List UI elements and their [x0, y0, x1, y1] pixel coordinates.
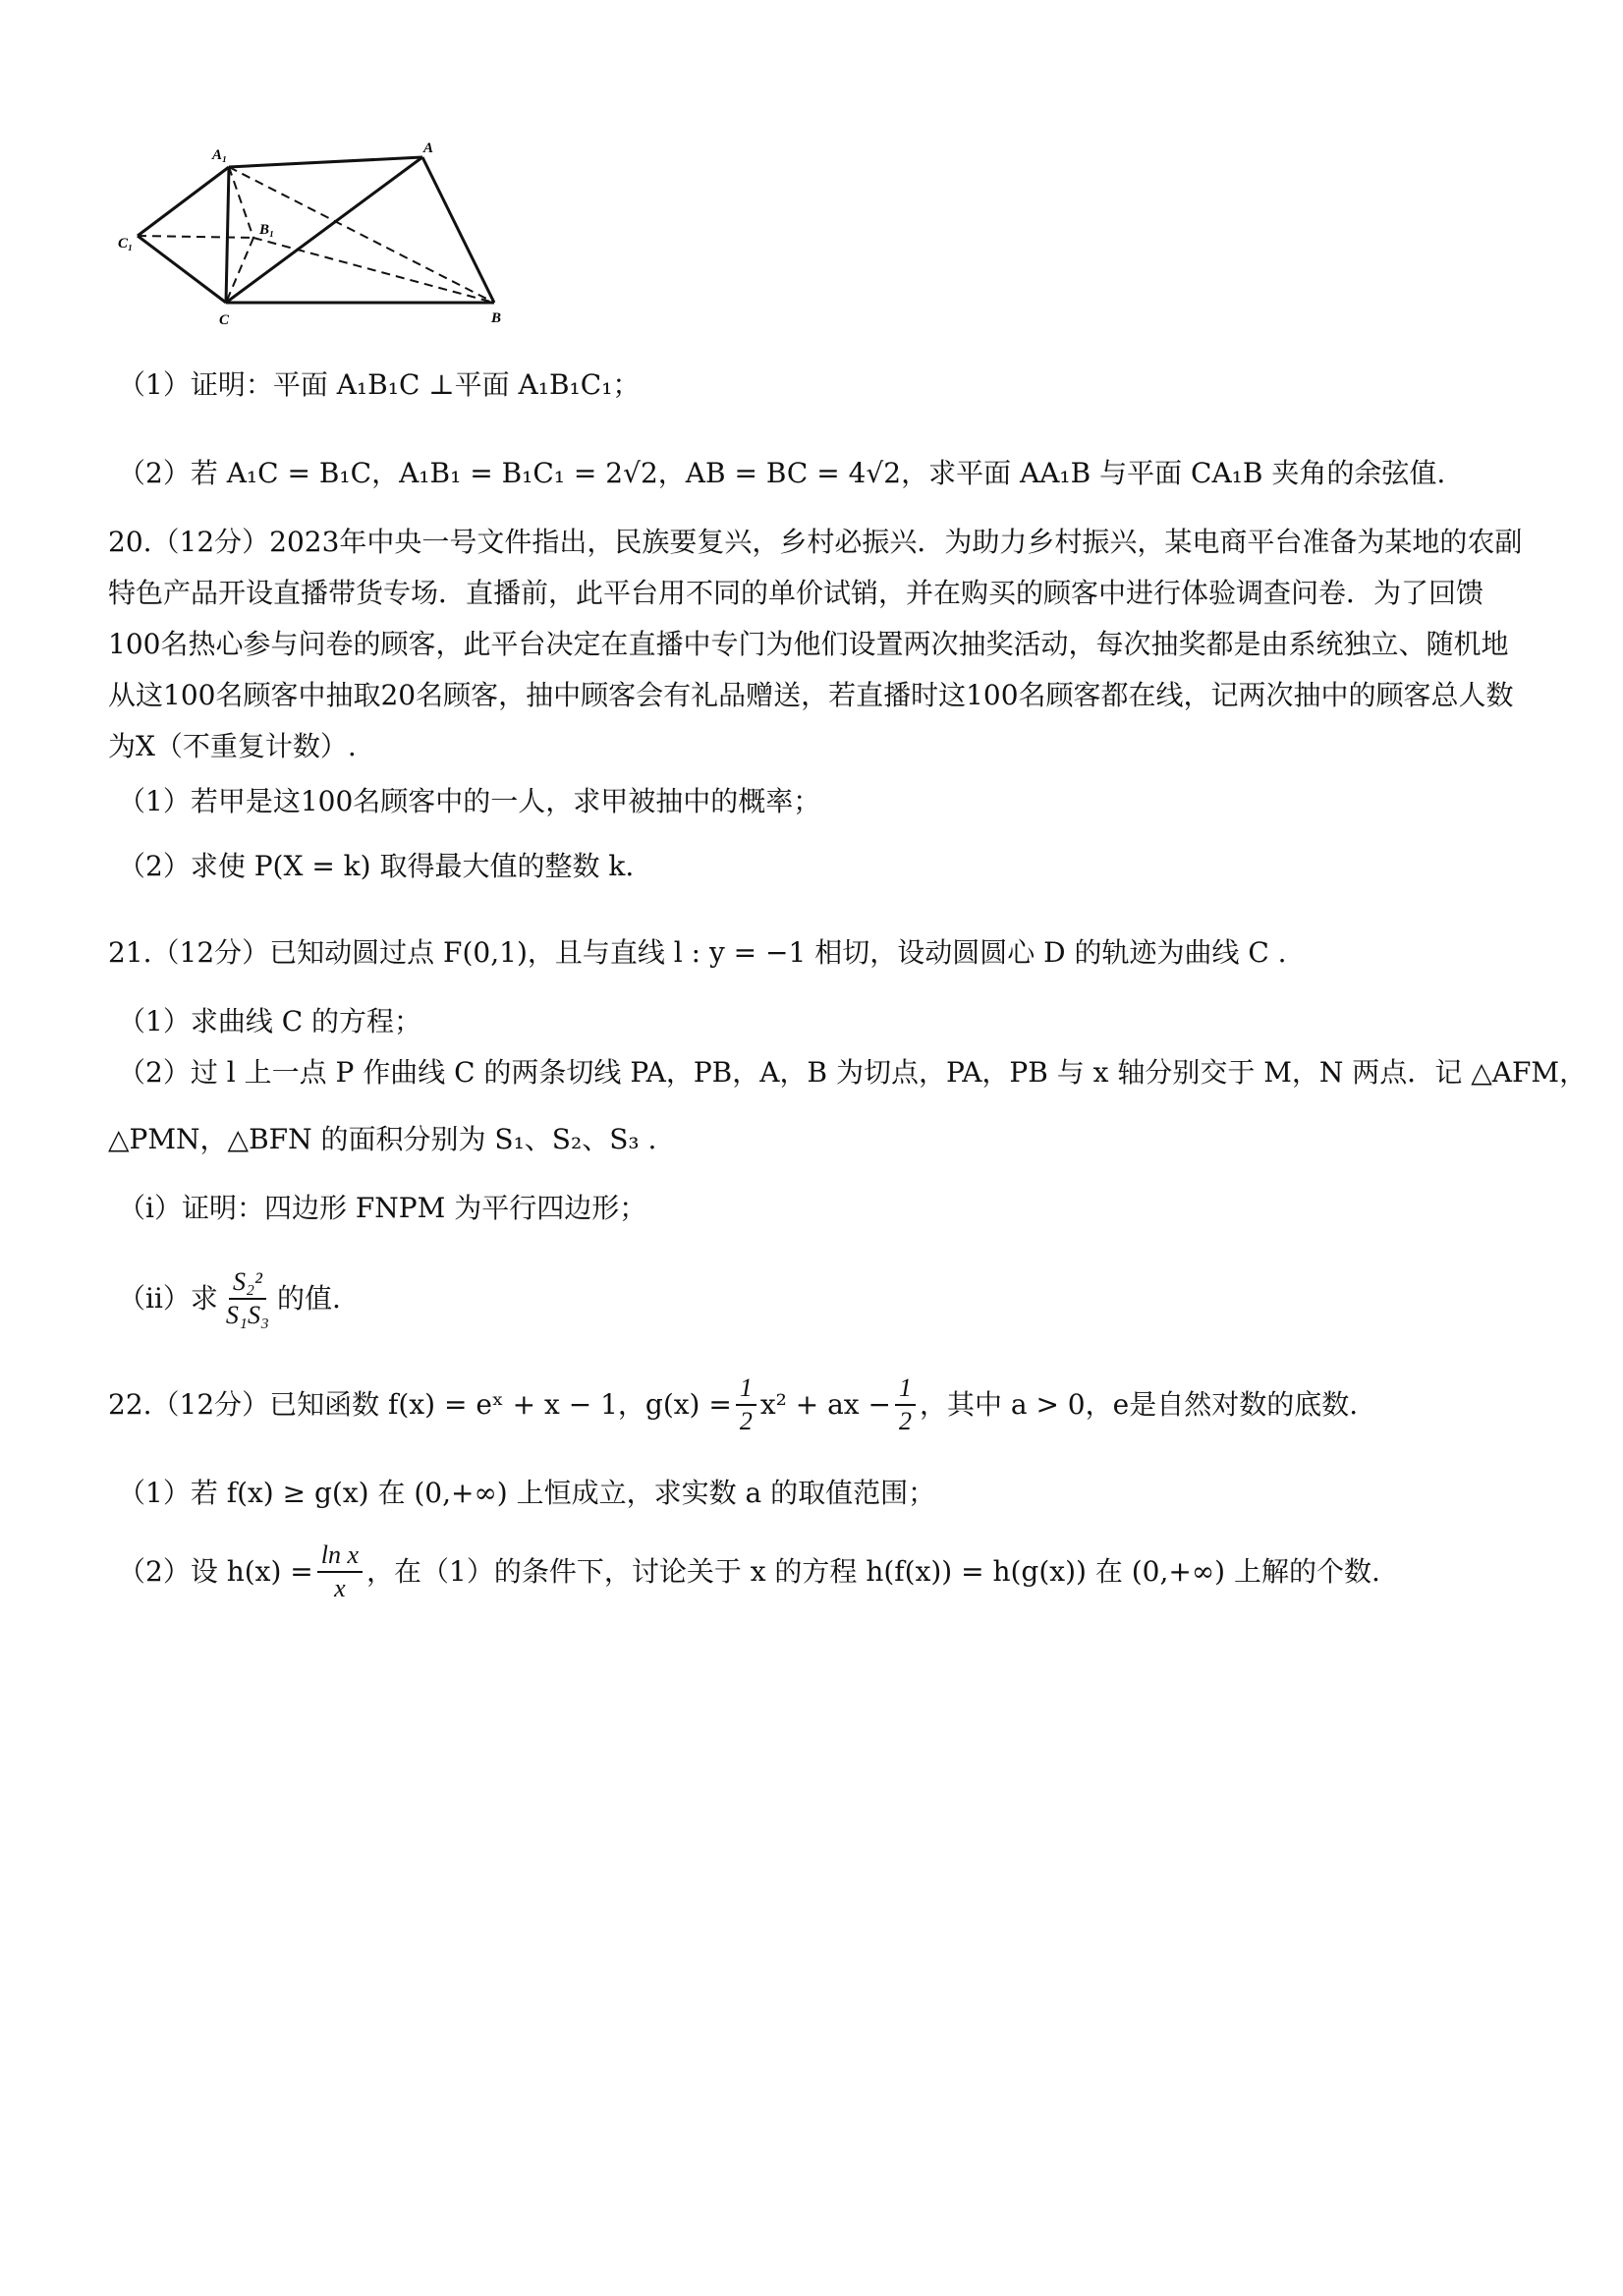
q22-half-1-num: 1: [736, 1372, 756, 1406]
label-B1: B₁: [259, 222, 275, 238]
q20-stem: 20.（12分）2023年中央一号文件指出，民族要复兴，乡村必振兴．为助力乡村振兴，某电商平台准备为某地的农副特色产品开设直播带货专场．直播前，此平台用不同的单价试销，并在购买的顾客中进行体验调查问卷．为了回馈100名热心参与问卷的顾客，此平台决定在直播中专门为他们设置两次抽奖活动，每次抽奖都是由系统独立、随机地从这100名顾客中抽取20名顾客，抽中顾客会有礼品赠送，若直播时这100名顾客都在线，记两次抽中的顾客总人数为X（不重复计数）.: [108, 526, 1523, 762]
q21-part2-line1: （2）过 l 上一点 P 作曲线 C 的两条切线 PA，PB，A，B 为切点，PA，PB 与 x 轴分别交于 M，N 两点．记 △AFM，: [118, 1056, 1588, 1089]
q22-half-2-den: 2: [898, 1407, 912, 1435]
q22-ln-fraction: [317, 1540, 363, 1604]
q21-part1: （1）求曲线 C 的方程；: [118, 1005, 422, 1037]
q21-fraction: [222, 1266, 273, 1331]
prism-figure: [116, 138, 529, 334]
q22-part1: （1）若 f(x) ≥ g(x) 在 (0,+∞) 上恒成立，求实数 a 的取值范围；: [118, 1477, 936, 1509]
q22-half-1-den: 2: [739, 1407, 753, 1435]
q21-sub2-suffix: 的值.: [277, 1282, 341, 1315]
q22-stem-mid: x² + ax −: [759, 1388, 891, 1421]
q22-stem-suffix: ，其中 a > 0，e是自然对数的底数.: [919, 1388, 1359, 1421]
label-C: C: [219, 312, 230, 328]
label-B: B: [491, 310, 502, 326]
q22-ln-num: ln x: [317, 1540, 363, 1573]
q22-half-1: [736, 1372, 756, 1437]
q22-half-2-num: 1: [895, 1372, 916, 1406]
q21-part2-line2: △PMN，△BFN 的面积分别为 S₁、S₂、S₃ .: [108, 1123, 657, 1155]
label-C1: C₁: [118, 236, 134, 252]
q22-part2: [118, 1533, 1533, 1611]
q22-ln-den: x: [334, 1574, 346, 1602]
q22-part2-suffix: ，在（1）的条件下，讨论关于 x 的方程 h(f(x)) = h(g(x)) 在 (0,+∞) 上解的个数.: [366, 1555, 1380, 1588]
q21-fraction-num: S₂²: [229, 1266, 266, 1300]
q22-half-2: [895, 1372, 916, 1437]
q20-part2: （2）求使 P(X = k) 取得最大值的整数 k.: [118, 850, 635, 882]
q22-stem: [108, 1366, 1523, 1444]
q20-part1: （1）若甲是这100名顾客中的一人，求甲被抽中的概率；: [118, 785, 821, 817]
label-A1: A₁: [212, 147, 228, 163]
q19-part1: （1）证明：平面 A₁B₁C ⊥平面 A₁B₁C₁；: [118, 368, 641, 401]
q22-part2-prefix: （2）设 h(x) =: [118, 1555, 313, 1588]
q21-sub2: [118, 1260, 1533, 1338]
q21-fraction-den: S₁S₃: [225, 1301, 269, 1329]
q22-stem-prefix: 22.（12分）已知函数 f(x) = eˣ + x − 1，g(x) =: [108, 1388, 732, 1421]
q21-stem: 21.（12分）已知动圆过点 F(0,1)，且与直线 l : y = −1 相切，设动圆圆心 D 的轨迹为曲线 C .: [108, 936, 1287, 969]
q21-sub1: （ⅰ）证明：四边形 FNPM 为平行四边形；: [118, 1192, 647, 1224]
q19-part2: （2）若 A₁C = B₁C，A₁B₁ = B₁C₁ = 2√2，AB = BC = 4√2，求平面 AA₁B 与平面 CA₁B 夹角的余弦值.: [118, 457, 1446, 489]
q21-sub2-prefix: （ⅱ）求: [118, 1282, 218, 1315]
label-A: A: [423, 140, 434, 156]
